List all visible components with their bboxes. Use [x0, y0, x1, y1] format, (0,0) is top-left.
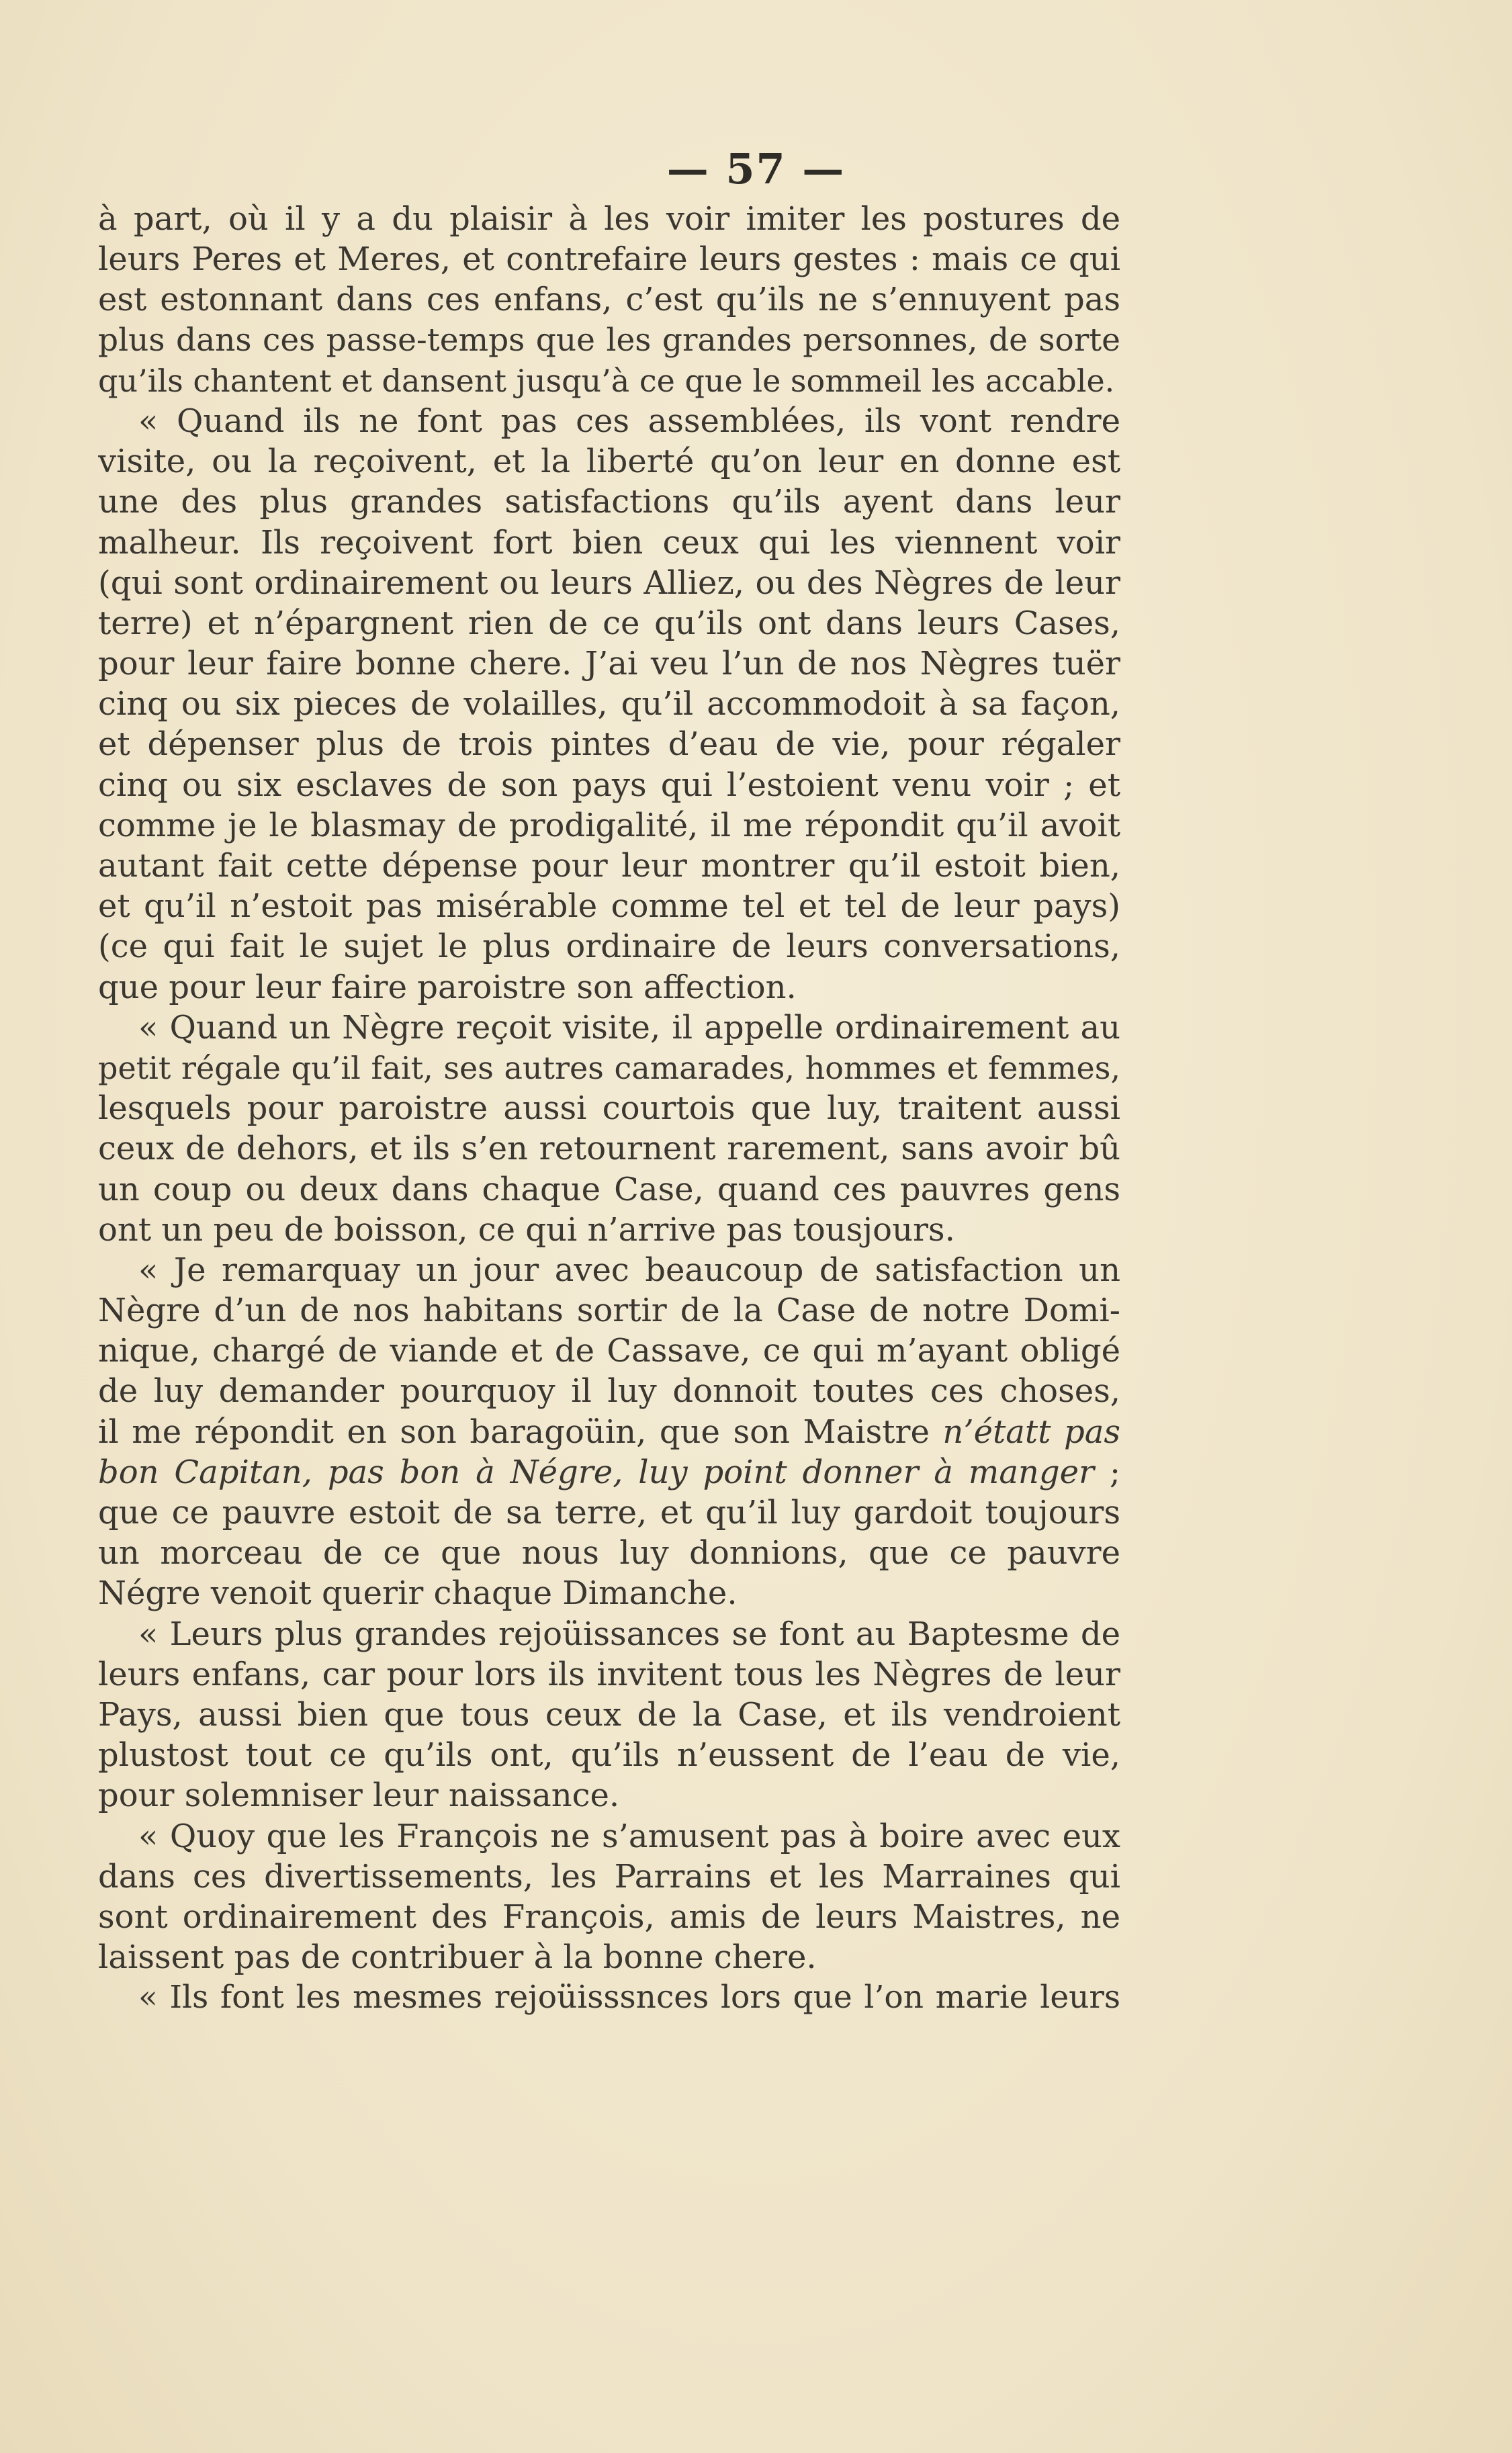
- line-text: de luy demander pourquoy il luy donnoit toutes ces choses,: [98, 1372, 1120, 1411]
- line-text: Pays, aussi bien que tous ceux de la Case, et ils vendroient: [98, 1695, 1120, 1734]
- line-text: il me répondit en son baragoüin, que son Maistre: [98, 1413, 943, 1451]
- text-line: [98, 846, 1120, 886]
- text-line: [98, 1048, 1120, 1088]
- text-line: [98, 482, 1120, 522]
- line-text: et qu’il n’estoit pas misérable comme tel et tel de leur pays): [98, 887, 1120, 926]
- line-text: ceux de dehors, et ils s’en retournent rarement, sans avoir bû: [98, 1130, 1120, 1168]
- line-text: cinq ou six pieces de volailles, qu’il accommodoit à sa façon,: [98, 685, 1120, 723]
- text-line: [98, 1533, 1120, 1573]
- text-line: [98, 1573, 1120, 1613]
- line-text: est estonnant dans ces enfans, c’est qu’ils ne s’ennuyent pas: [98, 281, 1120, 319]
- text-line: [98, 1452, 1120, 1492]
- line-text: petit régale qu’il fait, ses autres camarades, hommes et femmes,: [98, 1049, 1120, 1086]
- text-line: [98, 1128, 1120, 1169]
- line-text: à part, où il y a du plaisir à les voir imiter les postures de: [98, 200, 1120, 238]
- text-line: [98, 199, 1120, 239]
- text-line: [98, 1937, 1120, 1977]
- text-line: [98, 886, 1120, 926]
- line-text: une des plus grandes satisfactions qu’ils ayent dans leur: [98, 483, 1120, 521]
- line-text: qu’ils chantent et dansent jusqu’à ce que le sommeil les accable.: [98, 362, 1115, 399]
- line-text: ont un peu de boisson, ce qui n’arrive pas tousjours.: [98, 1210, 955, 1249]
- text-line: [98, 1210, 1120, 1250]
- text-line: [98, 441, 1120, 482]
- line-italic-text: bon Capitan, pas bon à Négre, luy point donner à manger: [98, 1453, 1094, 1491]
- text-line: [98, 1331, 1120, 1371]
- text-line: [98, 1654, 1120, 1695]
- line-text: et dépenser plus de trois pintes d’eau de vie, pour régaler: [98, 725, 1120, 764]
- line-text: leurs enfans, car pour lors ils invitent tous les Nègres de leur: [98, 1655, 1120, 1693]
- line-text: plustost tout ce qu’ils ont, qu’ils n’eussent de l’eau de vie,: [98, 1736, 1120, 1775]
- line-text: nique, chargé de viande et de Cassave, ce qui m’ayant obligé: [98, 1332, 1120, 1370]
- line-text: que pour leur faire paroistre son affection.: [98, 968, 797, 1006]
- line-text: « Quand ils ne font pas ces assemblées, ils vont rendre: [138, 402, 1120, 440]
- text-line: [98, 1290, 1120, 1331]
- text-line: [98, 1857, 1120, 1897]
- line-text: que ce pauvre estoit de sa terre, et qu’il luy gardoit toujours: [98, 1494, 1120, 1531]
- page-number: — 57 —: [666, 144, 846, 193]
- line-text: un morceau de ce que nous luy donnions, que ce pauvre: [98, 1534, 1120, 1572]
- text-line: [98, 765, 1120, 805]
- line-text: « Ils font les mesmes rejoüisssnces lors que l’on marie leurs: [138, 1979, 1120, 2016]
- text-line: [98, 239, 1120, 279]
- body-text: [98, 199, 1120, 2018]
- line-text: plus dans ces passe-temps que les grandes personnes, de sorte: [98, 321, 1120, 359]
- text-line: [98, 603, 1120, 643]
- line-text: « Quand un Nègre reçoit visite, il appelle ordinairement au: [138, 1008, 1120, 1046]
- text-line: [98, 1735, 1120, 1775]
- line-text: comme je le blasmay de prodigalité, il me répondit qu’il avoit: [98, 806, 1120, 844]
- text-line: [98, 1008, 1120, 1048]
- line-text: « Leurs plus grandes rejoüissances se font au Baptesme de: [138, 1615, 1120, 1653]
- line-text: Négre venoit querir chaque Dimanche.: [98, 1574, 738, 1613]
- line-text: Nègre d’un de nos habitans sortir de la Case de notre Domi-: [98, 1292, 1120, 1330]
- text-line: [98, 643, 1120, 684]
- text-line: [98, 805, 1120, 846]
- text-line: [98, 1977, 1120, 2018]
- text-line: [98, 1371, 1120, 1411]
- line-text: (qui sont ordinairement ou leurs Alliez, ou des Nègres de leur: [98, 564, 1120, 602]
- text-line: [98, 1492, 1120, 1533]
- text-line: [98, 1088, 1120, 1128]
- text-line: [98, 1169, 1120, 1210]
- line-text: (ce qui fait le sujet le plus ordinaire de leurs conversations,: [98, 928, 1120, 966]
- text-line: [98, 361, 1120, 401]
- line-text: pour solemniser leur naissance.: [98, 1777, 620, 1815]
- text-line: [98, 724, 1120, 764]
- line-trailing-text: ;: [1094, 1453, 1120, 1491]
- line-text: visite, ou la reçoivent, et la liberté qu’on leur en donne est: [98, 443, 1120, 481]
- line-text: sont ordinairement des François, amis de leurs Maistres, ne: [98, 1898, 1120, 1936]
- line-text: pour leur faire bonne chere. J’ai veu l’un de nos Nègres tuër: [98, 645, 1120, 683]
- text-line: [98, 1614, 1120, 1654]
- text-line: [98, 684, 1120, 724]
- text-line: [98, 1816, 1120, 1857]
- text-line: [98, 1897, 1120, 1937]
- text-line: [98, 1695, 1120, 1735]
- line-text: leurs Peres et Meres, et contrefaire leurs gestes : mais ce qui: [98, 240, 1120, 279]
- line-text: lesquels pour paroistre aussi courtois que luy, traitent aussi: [98, 1089, 1120, 1128]
- line-italic-text: n’étatt pas: [942, 1413, 1120, 1451]
- line-text: terre) et n’épargnent rien de ce qu’ils ont dans leurs Cases,: [98, 604, 1120, 642]
- text-line: [98, 926, 1120, 967]
- text-line: [98, 523, 1120, 563]
- line-text: dans ces divertissements, les Parrains et les Marraines qui: [98, 1857, 1120, 1896]
- text-line: [98, 563, 1120, 603]
- text-line: [98, 279, 1120, 320]
- line-text: « Je remarquay un jour avec beaucoup de satisfaction un: [138, 1251, 1120, 1289]
- text-line: [98, 1412, 1120, 1452]
- text-line: [98, 320, 1120, 361]
- line-text: « Quoy que les François ne s’amusent pas à boire avec eux: [138, 1817, 1120, 1855]
- text-line: [98, 967, 1120, 1008]
- line-text: laissent pas de contribuer à la bonne chere.: [98, 1938, 817, 1977]
- text-line: [98, 1775, 1120, 1816]
- line-text: un coup ou deux dans chaque Case, quand ces pauvres gens: [98, 1170, 1120, 1208]
- line-text: malheur. Ils reçoivent fort bien ceux qui les viennent voir: [98, 523, 1120, 562]
- text-line: [98, 1250, 1120, 1290]
- line-text: autant fait cette dépense pour leur montrer qu’il estoit bien,: [98, 847, 1120, 885]
- line-text: cinq ou six esclaves de son pays qui l’estoient venu voir ; et: [98, 766, 1120, 804]
- text-line: [98, 401, 1120, 441]
